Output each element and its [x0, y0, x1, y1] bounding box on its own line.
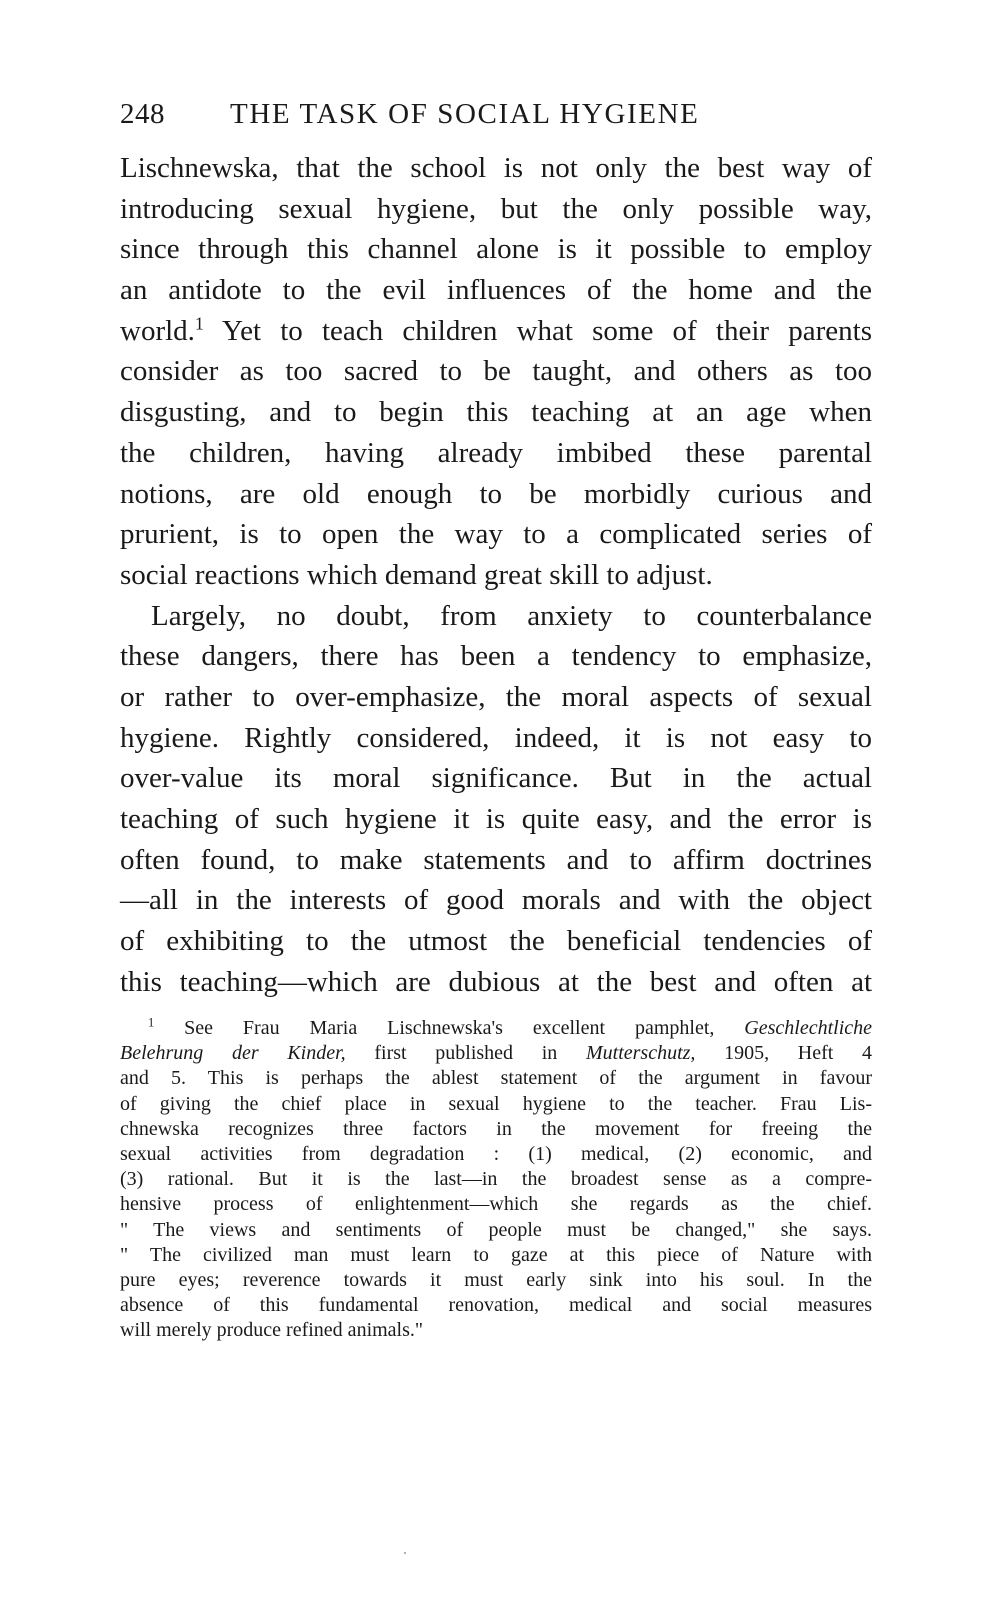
text-line: the children, having already imbibed these parental: [120, 436, 872, 469]
footnote-line: pure eyes; reverence towards it must early sink into his soul. In the: [120, 1268, 872, 1291]
italic-title: Mutterschutz,: [585, 1042, 696, 1065]
text-line: over-value its moral significance. But in the actual: [120, 762, 872, 795]
text-line: Largely, no doubt, from anxiety to counterbalance: [151, 599, 872, 632]
footnote-line: (3) rational. But it is the last—in the broadest sense as a compre-: [120, 1168, 872, 1191]
text-fragment: first published in: [374, 1042, 558, 1065]
body-text: [120, 148, 872, 1002]
text-fragment: See Frau Maria Lischnewska's excellent pamphlet,: [184, 1017, 715, 1039]
footnote-line: chnewska recognizes three factors in the movement for freeing the: [120, 1117, 872, 1140]
text-line: this teaching—which are dubious at the best and often at: [120, 965, 872, 998]
page-number: 248: [120, 98, 165, 130]
footnote-line: will merely produce refined animals.": [120, 1319, 424, 1342]
text-line: since through this channel alone is it possible to employ: [120, 233, 872, 266]
text-line: these dangers, there has been a tendency to emphasize,: [120, 640, 872, 673]
text-line: introducing sexual hygiene, but the only possible way,: [120, 192, 872, 225]
footnote-line: and 5. This is perhaps the ablest statement of the argument in favour: [120, 1067, 872, 1090]
footnote-line: of giving the chief place in sexual hygiene to the teacher. Frau Lis-: [120, 1092, 872, 1115]
footnote: [120, 1016, 872, 1343]
footnote-marker: 1: [148, 1015, 155, 1030]
footnote-line: [120, 1016, 872, 1041]
text-line: teaching of such hygiene it is quite easy, and the error is: [120, 803, 872, 835]
footnote-reference: 1: [194, 313, 204, 334]
footnote-line: [120, 1041, 872, 1066]
italic-title: Belehrung der Kinder,: [120, 1042, 346, 1065]
text-line: an antidote to the evil influences of the home and the: [120, 274, 872, 307]
text-fragment: 1905, Heft 4: [724, 1042, 873, 1065]
text-line: prurient, is to open the way to a complicated series of: [120, 518, 872, 551]
text-line: —all in the interests of good morals and with the object: [120, 884, 872, 917]
page-header: [120, 94, 880, 138]
text-line: notions, are old enough to be morbidly curious and: [120, 477, 872, 510]
text-fragment: Yet to teach children what some of their parents: [222, 314, 872, 347]
footnote-line: sexual activities from degradation : (1) medical, (2) economic, and: [120, 1142, 872, 1165]
text-line: disgusting, and to begin this teaching at an age when: [120, 396, 872, 429]
text-line: or rather to over-emphasize, the moral aspects of sexual: [120, 680, 872, 713]
footnote-line: " The civilized man must learn to gaze at this piece of Nature with: [120, 1243, 872, 1266]
italic-title: Geschlechtliche: [744, 1017, 873, 1039]
footnote-line: absence of this fundamental renovation, medical and social measures: [120, 1294, 872, 1317]
print-speck: [404, 1552, 406, 1554]
running-head: THE TASK OF SOCIAL HYGIENE: [230, 98, 700, 130]
footnote-line: " The views and sentiments of people must be changed," she says.: [120, 1218, 872, 1241]
text-line: often found, to make statements and to affirm doctrines: [120, 843, 872, 876]
text-line: [120, 311, 872, 352]
text-fragment: world.: [120, 314, 195, 347]
text-line: Lischnewska, that the school is not only the best way of: [120, 152, 872, 184]
text-line: hygiene. Rightly considered, indeed, it is not easy to: [120, 721, 872, 754]
text-line: of exhibiting to the utmost the beneficial tendencies of: [120, 925, 872, 958]
text-line: consider as too sacred to be taught, and others as too: [120, 355, 872, 388]
text-line: social reactions which demand great skill to adjust.: [120, 558, 713, 591]
footnote-line: hensive process of enlightenment—which she regards as the chief.: [120, 1193, 872, 1216]
